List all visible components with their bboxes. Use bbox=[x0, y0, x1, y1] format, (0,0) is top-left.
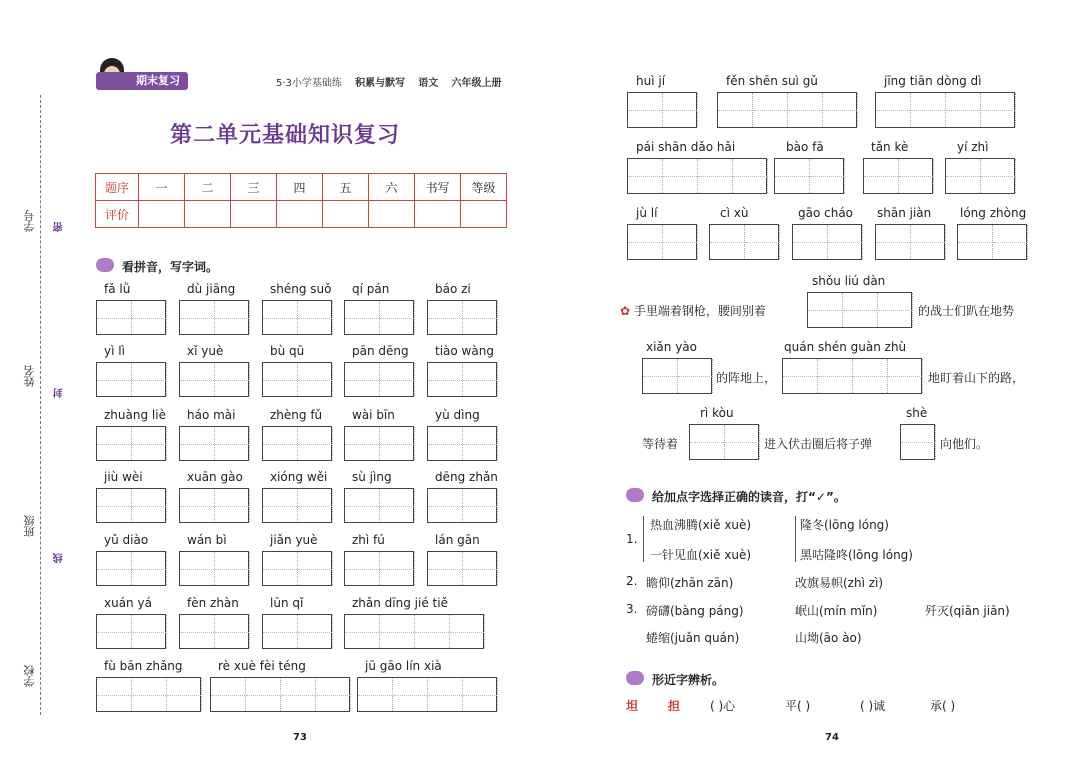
writing-grid[interactable] bbox=[427, 488, 497, 523]
grid-cell bbox=[788, 93, 823, 127]
grid-cell bbox=[180, 363, 215, 396]
pinyin-label: tǎn kè bbox=[871, 140, 909, 154]
grade-col: 三 bbox=[231, 174, 277, 201]
page-number-left: 73 bbox=[293, 732, 307, 743]
pinyin-label: dēng zhǎn bbox=[435, 470, 498, 484]
grid-cell bbox=[463, 678, 498, 711]
writing-grid[interactable] bbox=[179, 614, 249, 649]
pinyin-label: fù bān zhǎng bbox=[104, 659, 183, 673]
grid-cell bbox=[97, 301, 132, 334]
writing-grid[interactable] bbox=[262, 551, 332, 586]
pinyin-label: jū gāo lín xià bbox=[365, 659, 442, 673]
grid-cell bbox=[215, 489, 250, 522]
section-2-marker bbox=[626, 488, 644, 502]
writing-grid[interactable] bbox=[875, 92, 1015, 128]
writing-grid[interactable] bbox=[357, 677, 497, 712]
pinyin-label: huì jí bbox=[636, 74, 666, 88]
writing-grid[interactable] bbox=[96, 488, 166, 523]
grid-cell bbox=[316, 678, 351, 711]
grade-col: 一 bbox=[139, 174, 185, 201]
grid-cell bbox=[958, 225, 993, 259]
q3-item-c[interactable]: 歼灭(qiān jiān) bbox=[925, 604, 1010, 618]
grid-cell bbox=[345, 552, 380, 585]
pinyin-label: xuán yá bbox=[104, 596, 152, 610]
grid-cell bbox=[298, 427, 333, 460]
writing-grid[interactable] bbox=[344, 300, 414, 335]
grade-cell[interactable] bbox=[369, 201, 415, 228]
pinyin-label: zhuàng liè bbox=[104, 408, 166, 422]
pinyin-label: cì xù bbox=[720, 206, 749, 220]
grade-cell[interactable] bbox=[461, 201, 507, 228]
grid-cell bbox=[415, 615, 450, 648]
grid-cell bbox=[132, 427, 167, 460]
writing-grid[interactable] bbox=[427, 426, 497, 461]
grid-cell bbox=[393, 678, 428, 711]
grid-cell bbox=[663, 159, 698, 193]
writing-grid[interactable] bbox=[627, 158, 767, 194]
writing-grid[interactable] bbox=[782, 358, 922, 394]
grade-col: 书写 bbox=[415, 174, 461, 201]
writing-grid[interactable] bbox=[642, 358, 712, 394]
series-name: 5·3小学基础练 bbox=[276, 78, 342, 89]
grid-cell bbox=[901, 425, 936, 459]
grade-cell[interactable] bbox=[277, 201, 323, 228]
grade-col: 六 bbox=[369, 174, 415, 201]
q3-item-d[interactable]: 蜷缩(juǎn quán) bbox=[646, 631, 740, 645]
pinyin-label: xǐ yuè bbox=[187, 344, 224, 358]
q3-item-e[interactable]: 山坳(āo ào) bbox=[795, 631, 862, 645]
pinyin-label: pān dēng bbox=[352, 344, 409, 358]
grid-cell bbox=[281, 678, 316, 711]
grade-col: 等级 bbox=[461, 174, 507, 201]
q1-item-b[interactable]: 一针见血(xiě xuè) bbox=[650, 548, 752, 562]
grid-cell bbox=[911, 225, 946, 259]
passage-line-2b: 地盯着山下的路， bbox=[928, 371, 1025, 385]
blank-cheng[interactable]: ( )诚 bbox=[860, 699, 886, 713]
grid-cell bbox=[345, 363, 380, 396]
pinyin-label: wán bì bbox=[187, 533, 227, 547]
pinyin-label: shǒu liú dàn bbox=[812, 274, 886, 288]
grid-cell bbox=[946, 93, 981, 127]
grid-cell bbox=[132, 615, 167, 648]
grid-cell bbox=[463, 489, 498, 522]
grid-cell bbox=[946, 159, 981, 193]
pinyin-label: sù jìng bbox=[352, 470, 392, 484]
pinyin-label: dù jiāng bbox=[187, 282, 236, 296]
review-badge: 期末复习 bbox=[96, 72, 188, 90]
grid-cell bbox=[753, 93, 788, 127]
pinyin-label: pái shān dǎo hǎi bbox=[636, 140, 736, 154]
grade-head: 题序 bbox=[96, 174, 139, 201]
grid-cell bbox=[380, 615, 415, 648]
seal-xian: 线 bbox=[54, 553, 65, 563]
grid-cell bbox=[358, 678, 393, 711]
writing-grid[interactable] bbox=[96, 362, 166, 397]
writing-grid[interactable] bbox=[792, 224, 862, 260]
pinyin-label: lūn qǐ bbox=[270, 596, 304, 610]
grid-cell bbox=[97, 552, 132, 585]
grid-cell bbox=[263, 427, 298, 460]
similar-char-2: 担 bbox=[668, 699, 681, 713]
grid-cell bbox=[380, 489, 415, 522]
writing-grid[interactable] bbox=[96, 426, 166, 461]
grid-cell bbox=[345, 301, 380, 334]
grid-cell bbox=[263, 363, 298, 396]
grid-cell bbox=[298, 301, 333, 334]
grid-cell bbox=[450, 615, 485, 648]
pinyin-label: xuān gào bbox=[187, 470, 243, 484]
grade-cell[interactable] bbox=[323, 201, 369, 228]
q1-bracket-left bbox=[643, 516, 650, 562]
grid-cell bbox=[215, 552, 250, 585]
grid-cell bbox=[843, 293, 878, 327]
grid-cell bbox=[180, 615, 215, 648]
grade-cell[interactable] bbox=[415, 201, 461, 228]
section-2-title: 给加点字选择正确的读音，打“✓”。 bbox=[652, 490, 846, 504]
pinyin-label: shéng suǒ bbox=[270, 282, 332, 296]
grid-cell bbox=[463, 301, 498, 334]
grid-cell bbox=[211, 678, 246, 711]
writing-grid[interactable] bbox=[344, 551, 414, 586]
grid-cell bbox=[818, 359, 853, 393]
name-label: 姓名 bbox=[23, 365, 36, 387]
grid-cell bbox=[345, 427, 380, 460]
writing-grid[interactable] bbox=[179, 362, 249, 397]
grid-cell bbox=[263, 301, 298, 334]
pinyin-label: lóng zhòng bbox=[960, 206, 1027, 220]
grid-cell bbox=[733, 159, 768, 193]
pinyin-label: yù dìng bbox=[435, 408, 480, 422]
passage-line-2a: 的阵地上， bbox=[716, 371, 777, 385]
writing-grid[interactable] bbox=[427, 362, 497, 397]
passage-line-3b: 进入伏击圈后将子弹 bbox=[764, 437, 873, 451]
grid-cell bbox=[725, 425, 760, 459]
grid-cell bbox=[428, 363, 463, 396]
grid-cell bbox=[215, 363, 250, 396]
grid-cell bbox=[380, 427, 415, 460]
school-label: 学校 bbox=[23, 665, 36, 687]
grid-cell bbox=[298, 363, 333, 396]
pinyin-label: xióng wěi bbox=[270, 470, 328, 484]
q1-item-a[interactable]: 热血沸腾(xiě xuè) bbox=[650, 518, 752, 532]
q3-number: 3. bbox=[626, 602, 638, 616]
grid-cell bbox=[690, 425, 725, 459]
pinyin-label: shè bbox=[906, 406, 928, 420]
writing-grid[interactable] bbox=[344, 488, 414, 523]
pinyin-label: yí zhì bbox=[957, 140, 989, 154]
grade-cell[interactable] bbox=[231, 201, 277, 228]
pinyin-label: shān jiàn bbox=[877, 206, 932, 220]
grid-cell bbox=[180, 552, 215, 585]
q2-item-b[interactable]: 改旗易帜(zhì zì) bbox=[795, 576, 884, 590]
grid-cell bbox=[888, 359, 923, 393]
writing-grid[interactable] bbox=[262, 362, 332, 397]
writing-grid[interactable] bbox=[774, 158, 844, 194]
pinyin-label: lán gān bbox=[435, 533, 480, 547]
writing-grid[interactable] bbox=[179, 551, 249, 586]
grid-cell bbox=[428, 427, 463, 460]
writing-grid[interactable] bbox=[262, 300, 332, 335]
pinyin-label: jiǎn yuè bbox=[270, 533, 318, 547]
pinyin-label: wài bīn bbox=[352, 408, 395, 422]
page-title: 第二单元基础知识复习 bbox=[170, 123, 401, 148]
writing-grid[interactable] bbox=[900, 424, 935, 460]
grid-cell bbox=[911, 93, 946, 127]
writing-grid[interactable] bbox=[179, 488, 249, 523]
grid-cell bbox=[878, 293, 913, 327]
grid-cell bbox=[698, 159, 733, 193]
series-header bbox=[276, 74, 501, 89]
grid-cell bbox=[215, 427, 250, 460]
writing-grid[interactable] bbox=[96, 614, 166, 649]
grid-cell bbox=[97, 363, 132, 396]
pinyin-label: xiǎn yào bbox=[646, 340, 698, 354]
writing-grid[interactable] bbox=[945, 158, 1015, 194]
grid-cell bbox=[628, 93, 663, 127]
grid-cell bbox=[215, 615, 250, 648]
binding-line bbox=[40, 95, 41, 715]
grid-cell bbox=[808, 293, 843, 327]
grid-cell bbox=[263, 489, 298, 522]
pinyin-label: jù lí bbox=[636, 206, 658, 220]
grade-col: 五 bbox=[323, 174, 369, 201]
grid-cell bbox=[793, 225, 828, 259]
q2-number: 2. bbox=[626, 574, 638, 588]
pinyin-label: fěn shēn suì gǔ bbox=[726, 74, 818, 88]
writing-grid[interactable] bbox=[96, 300, 166, 335]
pinyin-label: yì lì bbox=[104, 344, 125, 358]
series-sub2: 语文 bbox=[418, 78, 439, 89]
q1-item-d[interactable]: 黑咕隆咚(lōng lóng) bbox=[800, 548, 913, 562]
grid-cell bbox=[298, 552, 333, 585]
grid-cell bbox=[263, 615, 298, 648]
q1-item-c[interactable]: 隆冬(lōng lóng) bbox=[800, 518, 889, 532]
writing-grid[interactable] bbox=[627, 224, 697, 260]
writing-grid[interactable] bbox=[427, 551, 497, 586]
writing-grid[interactable] bbox=[96, 551, 166, 586]
grid-cell bbox=[775, 159, 810, 193]
grid-cell bbox=[428, 301, 463, 334]
grid-cell bbox=[981, 93, 1016, 127]
grade-col: 四 bbox=[277, 174, 323, 201]
writing-grid[interactable] bbox=[863, 158, 933, 194]
pinyin-label: bù qū bbox=[270, 344, 305, 358]
pinyin-label: rè xuè fèi téng bbox=[218, 659, 306, 673]
grid-cell bbox=[298, 615, 333, 648]
grid-cell bbox=[663, 225, 698, 259]
pinyin-label: báo zi bbox=[435, 282, 471, 296]
pinyin-label: háo mài bbox=[187, 408, 236, 422]
grid-cell bbox=[783, 359, 818, 393]
grid-cell bbox=[167, 678, 202, 711]
grid-cell bbox=[180, 427, 215, 460]
section-1-title: 看拼音，写字词。 bbox=[122, 260, 219, 274]
pinyin-label: qí pán bbox=[352, 282, 390, 296]
writing-grid[interactable] bbox=[627, 92, 697, 128]
pinyin-label: zhǎn dīng jié tiě bbox=[352, 596, 448, 610]
writing-grid[interactable] bbox=[262, 488, 332, 523]
q1-number: 1. bbox=[626, 532, 638, 546]
pinyin-label: zhèng fǔ bbox=[270, 408, 323, 422]
grid-cell bbox=[876, 225, 911, 259]
pinyin-label: quán shén guàn zhù bbox=[784, 340, 907, 354]
grid-cell bbox=[298, 489, 333, 522]
grid-cell bbox=[132, 489, 167, 522]
writing-grid[interactable] bbox=[957, 224, 1027, 260]
passage-line-1a: ✿ 手里端着钢枪，腰间别着 bbox=[620, 304, 766, 318]
grid-cell bbox=[463, 427, 498, 460]
pinyin-label: jīng tiān dòng dì bbox=[884, 74, 982, 88]
page-number-right: 74 bbox=[825, 732, 839, 743]
grid-cell bbox=[428, 552, 463, 585]
grid-cell bbox=[718, 93, 753, 127]
grade-table bbox=[95, 173, 507, 228]
grid-cell bbox=[380, 552, 415, 585]
grade-cell[interactable] bbox=[185, 201, 231, 228]
pinyin-label: tiào wàng bbox=[435, 344, 494, 358]
grade-col: 二 bbox=[185, 174, 231, 201]
grid-cell bbox=[180, 489, 215, 522]
grid-cell bbox=[463, 363, 498, 396]
grid-cell bbox=[97, 615, 132, 648]
writing-grid[interactable] bbox=[709, 224, 779, 260]
grid-cell bbox=[828, 225, 863, 259]
grid-cell bbox=[864, 159, 899, 193]
writing-grid[interactable] bbox=[717, 92, 857, 128]
grid-cell bbox=[246, 678, 281, 711]
grade-cell[interactable] bbox=[139, 201, 185, 228]
grid-cell bbox=[463, 552, 498, 585]
writing-grid[interactable] bbox=[210, 677, 350, 712]
blank-ping[interactable]: 平( ) bbox=[785, 699, 811, 713]
section-3-title: 形近字辨析。 bbox=[652, 673, 725, 687]
pinyin-label: zhì fú bbox=[352, 533, 385, 547]
grid-cell bbox=[380, 363, 415, 396]
series-sub1: 积累与默写 bbox=[355, 78, 406, 89]
grid-cell bbox=[428, 678, 463, 711]
series-sub3: 六年级上册 bbox=[451, 78, 502, 89]
pinyin-label: jiù wèi bbox=[104, 470, 143, 484]
similar-char-1: 坦 bbox=[626, 699, 639, 713]
grid-cell bbox=[263, 552, 298, 585]
writing-grid[interactable] bbox=[179, 300, 249, 335]
grid-cell bbox=[132, 678, 167, 711]
grid-cell bbox=[993, 225, 1028, 259]
blank-chengx[interactable]: 承( ) bbox=[930, 699, 956, 713]
grid-cell bbox=[628, 225, 663, 259]
class-label: 班级 bbox=[23, 515, 36, 537]
writing-grid[interactable] bbox=[344, 362, 414, 397]
grid-cell bbox=[132, 301, 167, 334]
grid-cell bbox=[132, 552, 167, 585]
passage-line-1b: 的战士们趴在地势 bbox=[918, 304, 1015, 318]
passage-line-3a: 等待着 bbox=[642, 437, 679, 451]
grid-cell bbox=[97, 489, 132, 522]
writing-grid[interactable] bbox=[96, 677, 201, 712]
writing-grid[interactable] bbox=[262, 426, 332, 461]
grid-cell bbox=[97, 427, 132, 460]
pinyin-label: fǎ lǜ bbox=[104, 282, 131, 296]
writing-grid[interactable] bbox=[262, 614, 332, 649]
pinyin-label: gāo cháo bbox=[798, 206, 854, 220]
grid-cell bbox=[643, 359, 678, 393]
grid-cell bbox=[180, 301, 215, 334]
grid-cell bbox=[710, 225, 745, 259]
grid-cell bbox=[981, 159, 1016, 193]
pinyin-label: yǔ diào bbox=[104, 533, 149, 547]
grid-cell bbox=[97, 678, 132, 711]
grid-cell bbox=[876, 93, 911, 127]
q3-item-b[interactable]: 岷山(mín mǐn) bbox=[795, 604, 878, 618]
seal-feng: 封 bbox=[54, 388, 65, 398]
q2-item-a[interactable]: 瞻仰(zhān zān) bbox=[646, 576, 734, 590]
writing-grid[interactable] bbox=[179, 426, 249, 461]
passage-line-3c: 向他们。 bbox=[940, 437, 989, 451]
pinyin-label: rì kòu bbox=[700, 406, 734, 420]
section-3-marker bbox=[626, 671, 644, 685]
grid-cell bbox=[345, 489, 380, 522]
grid-cell bbox=[810, 159, 845, 193]
grid-cell bbox=[663, 93, 698, 127]
writing-grid[interactable] bbox=[344, 426, 414, 461]
grid-cell bbox=[345, 615, 380, 648]
grid-cell bbox=[132, 363, 167, 396]
blank-xin[interactable]: ( )心 bbox=[710, 699, 736, 713]
writing-grid[interactable] bbox=[344, 614, 484, 649]
student-id-label: 学号 bbox=[23, 210, 36, 232]
grid-cell bbox=[380, 301, 415, 334]
section-1-marker bbox=[96, 258, 114, 272]
writing-grid[interactable] bbox=[427, 300, 497, 335]
grade-eval-label: 评价 bbox=[96, 201, 139, 228]
writing-grid[interactable] bbox=[875, 224, 945, 260]
q3-item-a[interactable]: 磅礴(bàng páng) bbox=[646, 604, 744, 618]
pinyin-label: bào fā bbox=[786, 140, 824, 154]
writing-grid[interactable] bbox=[807, 292, 912, 328]
grid-cell bbox=[745, 225, 780, 259]
seal-mi: 密 bbox=[54, 222, 65, 232]
grid-cell bbox=[428, 489, 463, 522]
grid-cell bbox=[215, 301, 250, 334]
pinyin-label: fèn zhàn bbox=[187, 596, 239, 610]
grid-cell bbox=[823, 93, 858, 127]
grid-cell bbox=[628, 159, 663, 193]
grid-cell bbox=[899, 159, 934, 193]
writing-grid[interactable] bbox=[689, 424, 759, 460]
grid-cell bbox=[678, 359, 713, 393]
grid-cell bbox=[853, 359, 888, 393]
